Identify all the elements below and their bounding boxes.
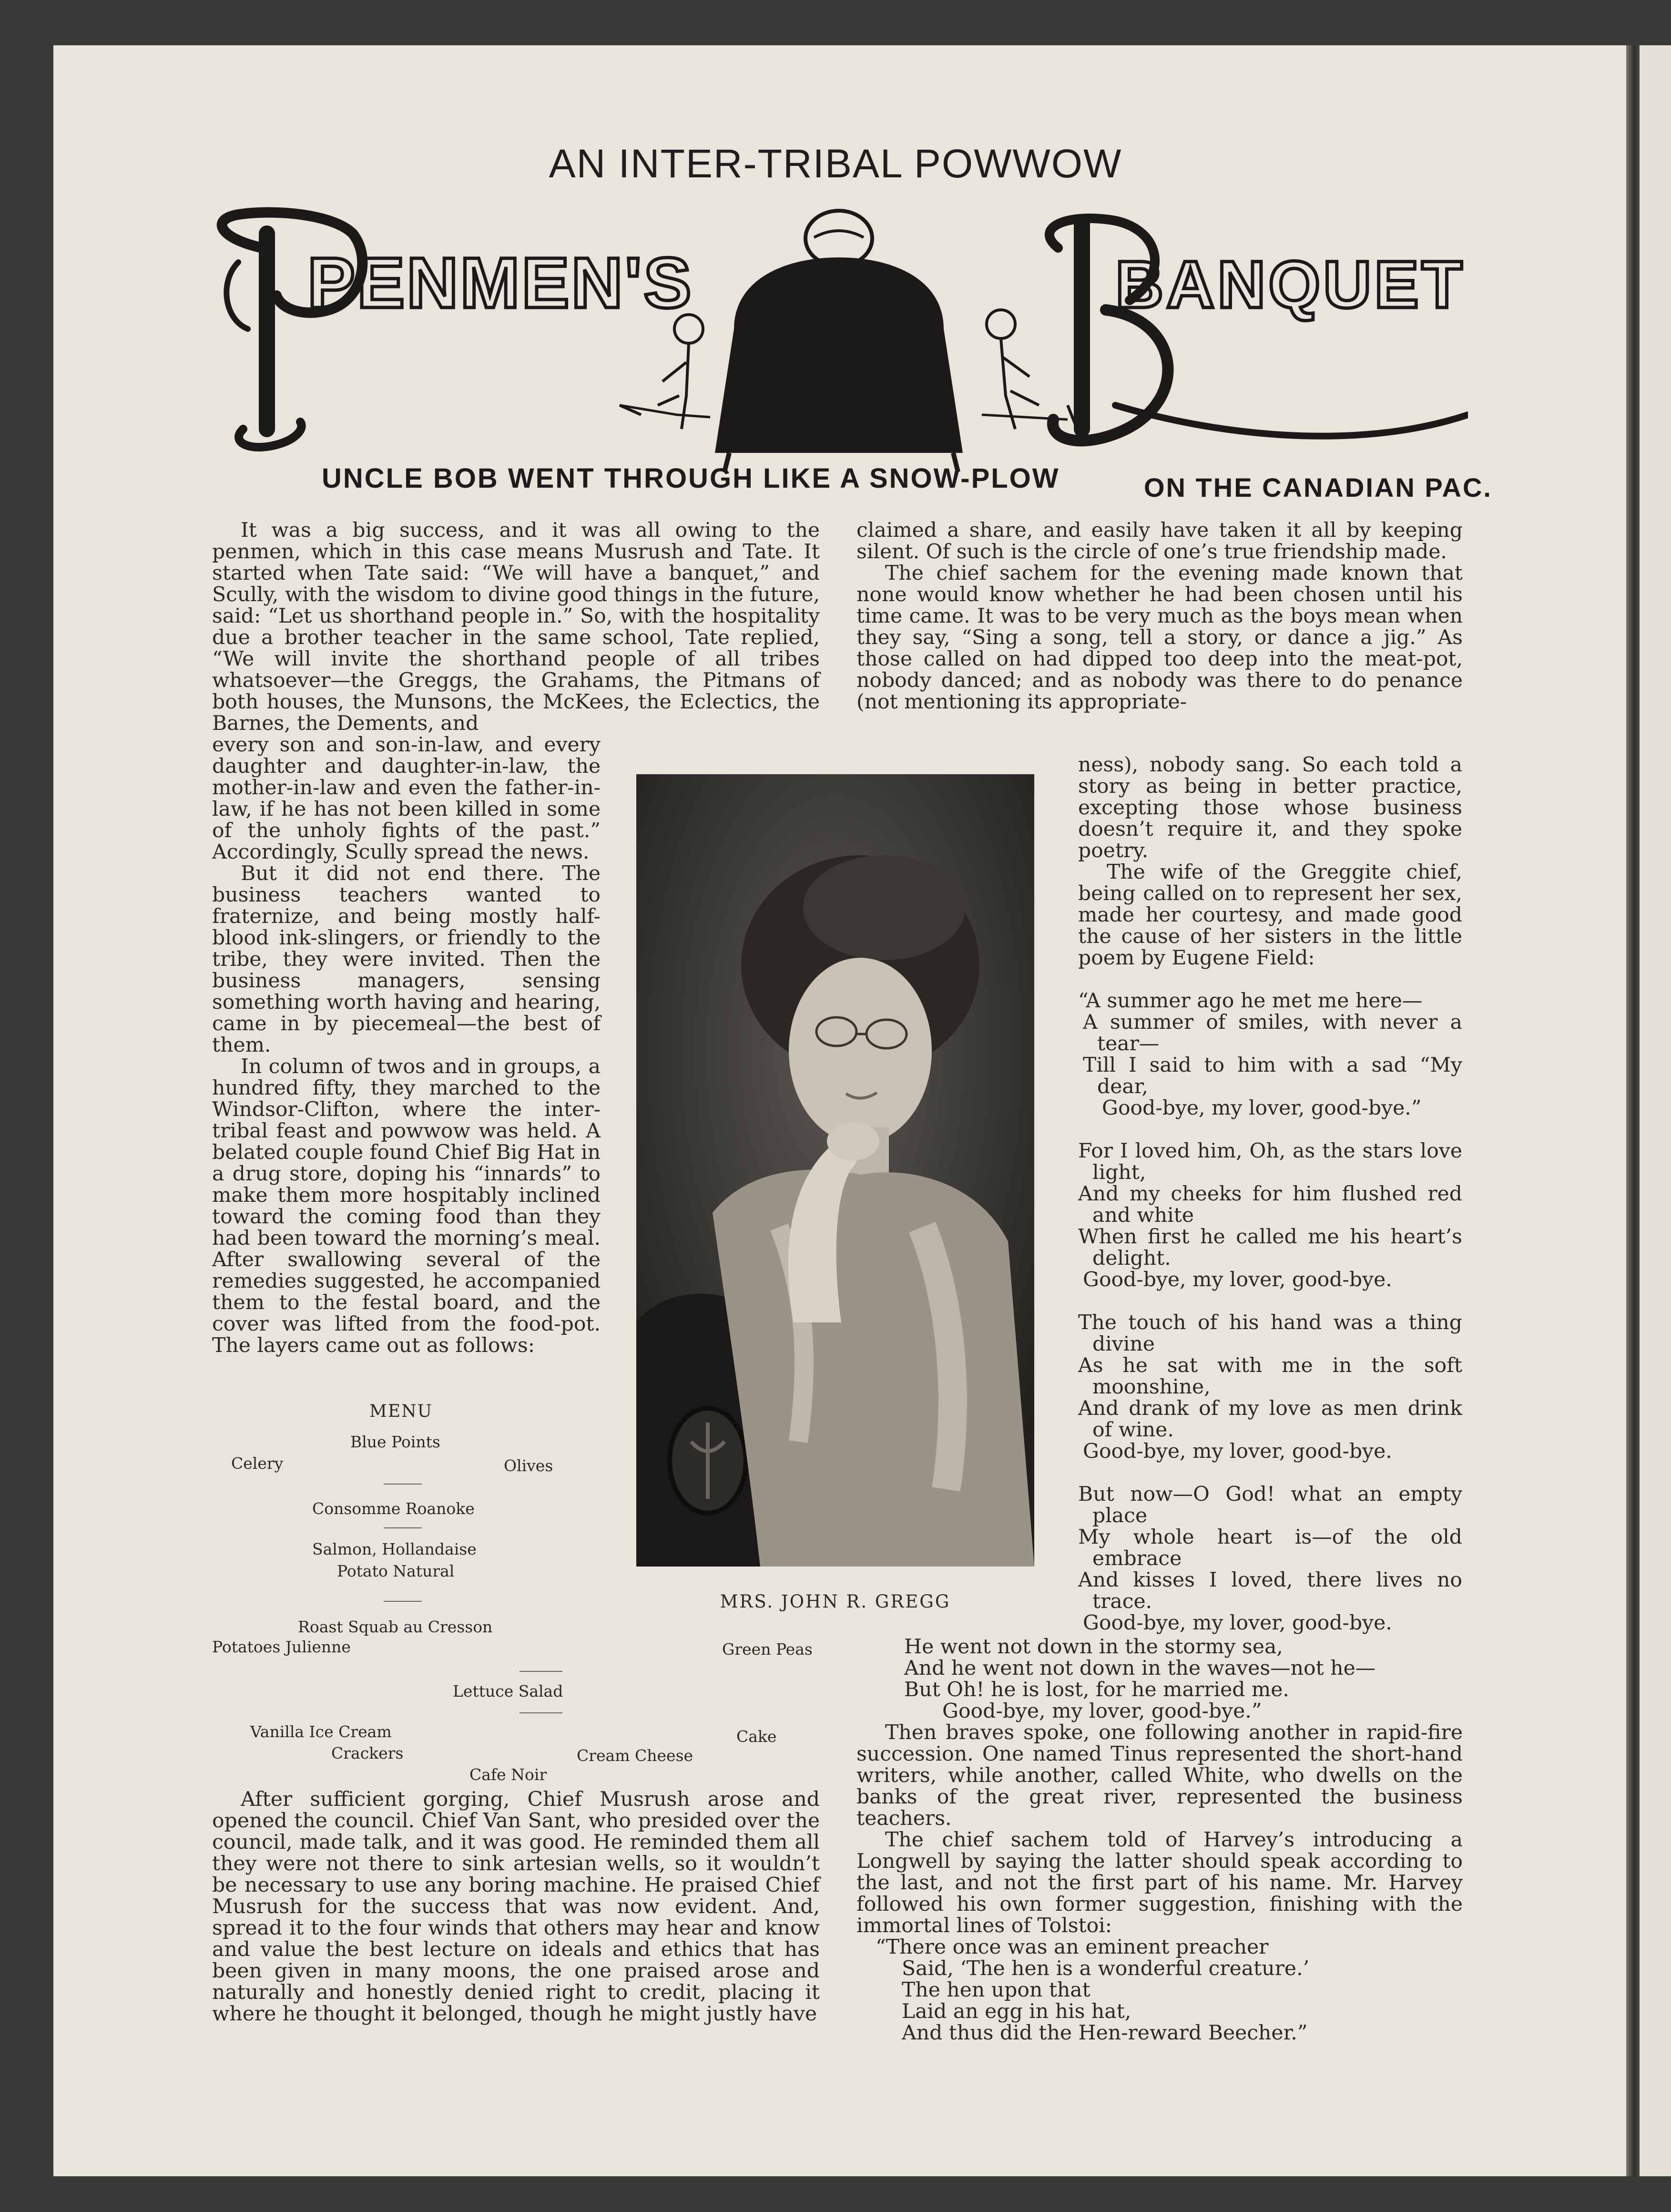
poem-line: Good-bye, my lover, good-bye.”	[942, 1700, 1262, 1723]
menu-item: Roast Squab au Cresson	[298, 1618, 493, 1636]
chief-figure-icon	[715, 211, 963, 472]
menu-item: Olives	[504, 1456, 553, 1475]
paragraph: Then braves spoke, one following another in rapid-fire succession. One named Tinus represented the short-hand writers, while another, called White, who dwells on the banks of the great river, represented the business teachers.	[856, 1721, 1463, 1830]
banner-caption-right: ON THE CANADIAN PAC.	[1144, 472, 1492, 502]
paragraph: But it did not end there. The business teachers wanted to fraternize, and being mostly half-blood ink-slingers, or friendly to the tribe, they were invited. Then the business managers, sensing something worth having and hearing, came in by piecemeal—the best of them.	[212, 862, 601, 1057]
menu-item: Green Peas	[722, 1640, 813, 1659]
menu-item: Crackers	[331, 1744, 404, 1762]
menu-heading: MENU	[369, 1402, 433, 1421]
right-diner-icon	[982, 310, 1077, 429]
poem-line: Good-bye, my lover, good-bye.	[1083, 1440, 1392, 1463]
menu-item: Celery	[231, 1454, 284, 1473]
article-column-right-bottom	[856, 1636, 1463, 2044]
poem-line: But now—O God! what an empty place	[1078, 1483, 1462, 1527]
menu-item: Cake	[736, 1727, 777, 1746]
poem-line: And kisses I loved, there lives no trace.	[1078, 1568, 1462, 1613]
banner-caption-left: UNCLE BOB WENT THROUGH LIKE A SNOW-PLOW	[322, 463, 1060, 494]
article-column-left-bottom	[212, 1789, 820, 2025]
poem-line: And my cheeks for him flushed red and white	[1078, 1182, 1462, 1227]
poem-line: My whole heart is—of the old embrace	[1078, 1526, 1462, 1570]
penmens-word: PENMEN'S	[307, 243, 693, 323]
poem-line: Good-bye, my lover, good-bye.”	[1102, 1096, 1422, 1120]
banquet-word: BANQUET	[1115, 247, 1466, 322]
poem-line: And drank of my love as men drink of wine.	[1078, 1397, 1462, 1442]
poem-stanza	[1078, 1140, 1462, 1290]
poem-line: As he sat with me in the soft moonshine,	[1078, 1354, 1462, 1399]
poem-line: When first he called me his heart’s delight.	[1078, 1225, 1462, 1270]
paragraph: The chief sachem for the evening made known that none would know whether he had been chosen until his time came. It was to be very much as the boys mean when they say, “Sing a song, tell a story, or dance a jig.” As those called on had dipped too deep into the meat-pot, nobody danced; and as nobody was there to do penance (not mentioning its appropriate-	[856, 562, 1463, 714]
poem-line: “A summer ago he met me here—	[1078, 989, 1423, 1013]
menu-item: Cream Cheese	[577, 1746, 693, 1765]
book-gutter	[1626, 45, 1640, 2176]
article-column-left-top	[212, 520, 820, 734]
poem-stanza	[1078, 1312, 1462, 1462]
article-column-left-narrow	[212, 734, 601, 1356]
article-column-right-narrow	[1078, 754, 1462, 1655]
verse-line: And thus did the Hen-reward Beecher.”	[902, 2021, 1308, 2045]
poem-final-stanza	[856, 1636, 1463, 1722]
menu-item: Lettuce Salad	[453, 1682, 563, 1700]
photo-caption: MRS. JOHN R. GREGG	[720, 1591, 951, 1612]
left-diner-icon	[620, 315, 710, 429]
poem-line: He went not down in the stormy sea,	[904, 1635, 1283, 1659]
article-column-right-top	[856, 520, 1463, 713]
paragraph: claimed a share, and easily have taken it all by keeping silent. Of such is the circle of one’s true friendship made.	[856, 519, 1463, 563]
menu-item: Salmon, Hollandaise	[312, 1540, 477, 1558]
eugene-field-poem	[1078, 990, 1462, 1634]
paragraph: The chief sachem told of Harvey’s introducing a Longwell by saying the latter should speak according to the last, and not the first part of his name. Mr. Harvey followed his own former suggestion, finishing with the immortal lines of Tolstoi:	[856, 1828, 1463, 1937]
menu-divider	[520, 1712, 562, 1713]
banner-illustration	[210, 205, 1468, 472]
verse-line: The hen upon that	[902, 1978, 1090, 2002]
verse-line: Laid an egg in his hat,	[902, 2000, 1131, 2023]
menu-divider	[384, 1484, 422, 1485]
menu-divider	[520, 1671, 562, 1672]
menu-item: Cafe Noir	[469, 1765, 547, 1784]
menu-divider	[384, 1601, 422, 1602]
paragraph: The wife of the Greggite chief, being called on to represent her sex, made her courtesy, and made good the cause of her sisters in the little poem by Eugene Field:	[1078, 860, 1462, 970]
menu-divider	[384, 1527, 422, 1528]
verse-line: Said, ‘The hen is a wonderful creature.’	[902, 1957, 1310, 1980]
portrait-image	[636, 774, 1034, 1567]
poem-stanza	[1078, 990, 1462, 1119]
paragraph: It was a big success, and it was all owing to the penmen, which in this case means Musrush and Tate. It started when Tate said: “We will have a banquet,” and Scully, with the wisdom to divine good things in the future, said: “Let us shorthand people in.” So, with the hospitality due a brother teacher in the same school, Tate replied, “We will invite the shorthand people of all tribes whatsoever—the Greggs, the Grahams, the Pitmans of both houses, the Munsons, the McKees, the Eclectics, the Barnes, the Dements, and	[212, 519, 820, 735]
paragraph: In column of twos and in groups, a hundred fifty, they marched to the Windsor-Clifton, where the inter-tribal feast and powwow was held. A belated couple found Chief Big Hat in a drug store, doping his “innards” to make them more hospitably inclined toward the coming food than they had been toward the morning’s meal. After swallowing several of the remedies suggested, he accompanied them to the festal board, and the cover was lifted from the food-pot. The layers came out as follows:	[212, 1055, 601, 1357]
menu-item: Potato Natural	[337, 1562, 455, 1580]
poem-line: The touch of his hand was a thing divine	[1078, 1311, 1462, 1356]
poem-line: And he went not down in the waves—not he—	[904, 1657, 1376, 1680]
poem-line: But Oh! he is lost, for he married me.	[904, 1678, 1289, 1701]
verse-line: “There once was an eminent preacher	[876, 1936, 1269, 1959]
menu-item: Vanilla Ice Cream	[250, 1722, 392, 1741]
tolstoi-verse	[856, 1936, 1463, 2044]
menu-item: Consomme Roanoke	[312, 1499, 475, 1518]
article-title: AN INTER-TRIBAL POWWOW	[549, 141, 1122, 186]
poem-line: Till I said to him with a sad “My dear,	[1083, 1054, 1462, 1098]
poem-line: For I loved him, Oh, as the stars love light,	[1078, 1139, 1462, 1184]
poem-line: A summer of smiles, with never a tear—	[1083, 1011, 1462, 1055]
menu-item: Potatoes Julienne	[212, 1638, 351, 1656]
paragraph: every son and son-in-law, and every daughter and daughter-in-law, the mother-in-law and even the father-in-law, if he has not been killed in some of the unholy fights of the past.” Accordingly, Scully spread the news.	[212, 733, 601, 864]
poem-line: Good-bye, my lover, good-bye.	[1083, 1268, 1392, 1291]
paragraph: ness), nobody sang. So each told a story as being in better practice, excepting those whose business doesn’t require it, and they spoke poetry.	[1078, 753, 1462, 862]
poem-line: Good-bye, my lover, good-bye.	[1083, 1611, 1392, 1635]
paragraph: After sufficient gorging, Chief Musrush arose and opened the council. Chief Van Sant, who presided over the council, made talk, and it was good. He reminded them all they were not there to sink artesian wells, so it wouldn’t be necessary to use any boring machine. He praised Chief Musrush for the success that was now evident. And, spread it to the four winds that others may hear and know and value the best lecture on ideals and ethics that has been given in many moons, the one praised arose and naturally and honestly denied right to credit, placing it where he thought it belonged, though he might justly have	[212, 1788, 820, 2026]
menu-item: Blue Points	[350, 1433, 440, 1451]
poem-stanza	[1078, 1484, 1462, 1634]
adjacent-page-edge	[1640, 45, 1671, 2176]
portrait-photo	[636, 774, 1034, 1567]
